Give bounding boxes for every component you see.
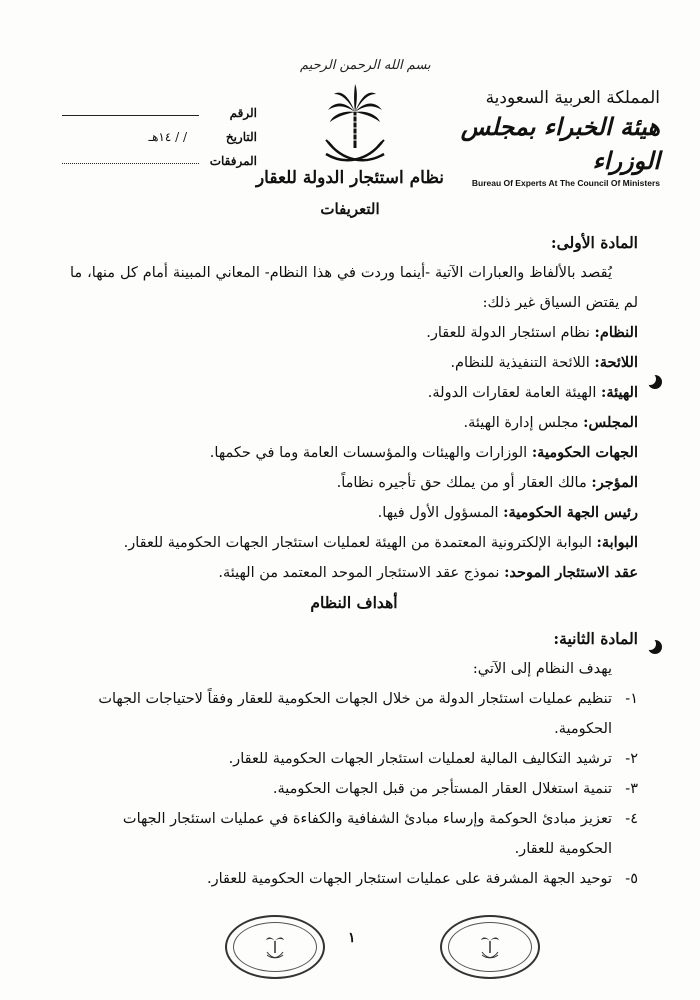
definition-term: المؤجر: xyxy=(591,474,638,491)
definition-item xyxy=(70,318,638,348)
ref-label: الرقم xyxy=(229,106,257,120)
goal-text: تنمية استغلال العقار المستأجر من قبل الجهات الحكومية. xyxy=(272,781,612,797)
article-heading: المادة الثانية: xyxy=(553,629,638,648)
definition-term: اللائحة: xyxy=(594,354,638,371)
definition-text: الهيئة العامة لعقارات الدولة. xyxy=(427,385,601,401)
goal-text: توحيد الجهة المشرفة على عمليات استئجار الجهات الحكومية للعقار. xyxy=(207,871,612,887)
definition-item xyxy=(70,528,638,558)
goal-item xyxy=(70,864,638,894)
goal-item xyxy=(70,774,638,804)
goal-item xyxy=(70,744,638,774)
goal-item xyxy=(70,804,638,864)
goal-number: ٥- xyxy=(625,871,638,887)
definition-text: الوزارات والهيئات والمؤسسات العامة وما في حكمها. xyxy=(209,445,532,461)
definition-item xyxy=(70,408,638,438)
definition-term: البوابة: xyxy=(596,534,638,551)
definition-text: نظام استئجار الدولة للعقار. xyxy=(426,325,595,341)
emblem-stamp-icon xyxy=(265,933,285,961)
definition-item xyxy=(70,468,638,498)
emblem-stamp-icon xyxy=(480,933,500,961)
goals-heading: أهداف النظام xyxy=(310,593,398,612)
punch-hole xyxy=(648,640,662,654)
definition-term: رئيس الجهة الحكومية: xyxy=(503,504,638,521)
definition-term: الجهات الحكومية: xyxy=(531,444,638,461)
definition-text: مالك العقار أو من يملك حق تأجيره نظاماً. xyxy=(336,475,592,491)
goal-number: ٢- xyxy=(625,751,638,767)
basmala-calligraphy: بسم الله الرحمن الرحيم xyxy=(300,58,431,73)
definition-item xyxy=(70,348,638,378)
document-body xyxy=(70,228,638,894)
definition-text: المسؤول الأول فيها. xyxy=(377,505,504,521)
date-value: / / ١٤هـ xyxy=(148,130,187,144)
article-heading: المادة الأولى: xyxy=(550,233,638,252)
attachments-line xyxy=(62,153,199,164)
saudi-emblem-icon xyxy=(322,82,388,174)
goal-text: ترشيد التكاليف المالية لعمليات استئجار الجهات الحكومية للعقار. xyxy=(228,751,612,767)
goal-number: ٣- xyxy=(625,781,638,797)
definition-text: نموذج عقد الاستئجار الموحد المعتمد من الهيئة. xyxy=(218,565,505,581)
ref-line xyxy=(62,105,199,116)
bureau-name: هيئة الخبراء بمجلس الوزراء xyxy=(460,112,660,175)
definition-text: البوابة الإلكترونية المعتمدة من الهيئة لعمليات استئجار الجهات الحكومية للعقار. xyxy=(123,535,597,551)
article-intro: يُقصد بالألفاظ والعبارات الآتية -أينما وردت في هذا النظام- المعاني المبينة أمام كل منها، ما لم يقتض السياق غير ذلك: xyxy=(70,265,638,311)
goal-item xyxy=(70,684,638,744)
definition-item xyxy=(70,438,638,468)
bureau-name-english: Bureau Of Experts At The Council Of Ministers xyxy=(471,178,660,188)
page-number: ١ xyxy=(348,930,356,946)
date-row xyxy=(62,120,257,144)
definition-item xyxy=(70,498,638,528)
definition-term: الهيئة: xyxy=(600,384,638,401)
definition-item xyxy=(70,558,638,588)
goal-number: ١- xyxy=(625,691,638,707)
document-title: نظام استئجار الدولة للعقار xyxy=(255,168,445,188)
section-title: التعريفات xyxy=(320,200,380,218)
goal-number: ٤- xyxy=(625,811,638,827)
definition-term: عقد الاستئجار الموحد: xyxy=(504,564,638,581)
official-stamp-right xyxy=(440,915,540,979)
article-intro: يهدف النظام إلى الآتي: xyxy=(472,661,612,677)
official-stamp-left xyxy=(225,915,325,979)
definition-term: المجلس: xyxy=(583,414,638,431)
goal-text: تنظيم عمليات استئجار الدولة من خلال الجهات الحكومية للعقار وفقاً لاحتياجات الجهات الحكومية. xyxy=(98,691,612,737)
definition-text: مجلس إدارة الهيئة. xyxy=(463,415,584,431)
attachments-row xyxy=(62,144,257,168)
definition-text: اللائحة التنفيذية للنظام. xyxy=(450,355,595,371)
goal-text: تعزيز مبادئ الحوكمة وإرساء مبادئ الشفافية والكفاءة في عمليات استئجار الجهات الحكومية للعقار. xyxy=(122,811,612,857)
attachments-label: المرفقات xyxy=(209,154,257,168)
punch-hole xyxy=(648,375,662,389)
reference-fields xyxy=(62,96,257,168)
ref-number-row xyxy=(62,96,257,120)
definition-term: النظام: xyxy=(594,324,638,341)
kingdom-name: المملكة العربية السعودية xyxy=(485,88,660,108)
date-label: التاريخ xyxy=(225,130,257,144)
definition-item xyxy=(70,378,638,408)
